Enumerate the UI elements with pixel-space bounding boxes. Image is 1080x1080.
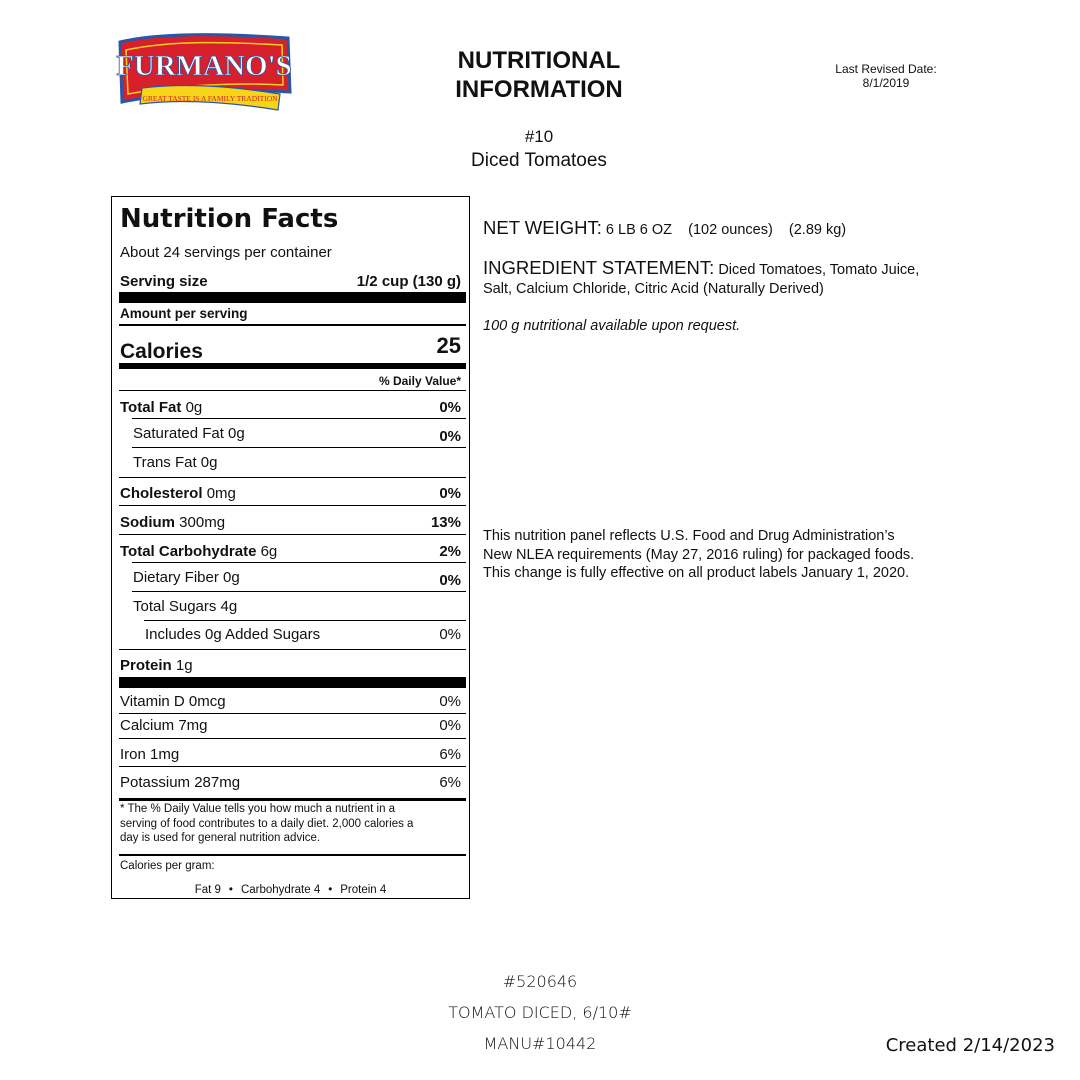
nutrient-amount: 0g bbox=[185, 399, 203, 416]
vitamin-row bbox=[120, 693, 461, 711]
nutrient-label: Trans Fat 0g bbox=[133, 454, 218, 471]
cpg-protein: Protein 4 bbox=[340, 884, 387, 896]
net-weight-value: 6 LB 6 OZ bbox=[605, 222, 673, 238]
thick-rule bbox=[119, 677, 466, 688]
net-weight-ounces: (102 ounces) bbox=[688, 222, 773, 238]
nutrient-row bbox=[120, 598, 461, 616]
title-line-2: INFORMATION bbox=[455, 76, 623, 103]
product-code: #10 bbox=[524, 127, 554, 146]
ingredient-statement bbox=[483, 258, 963, 299]
nutrient-row bbox=[120, 569, 461, 587]
svg-text:FURMANO'S: FURMANO'S bbox=[116, 50, 292, 82]
vitamin-row bbox=[120, 717, 461, 735]
footnote-line: serving of food contributes to a daily diet. 2,000 calories a bbox=[120, 817, 414, 830]
furmanos-logo bbox=[112, 30, 296, 114]
cpg-fat: Fat 9 bbox=[194, 884, 221, 896]
nutrient-dv: 0% bbox=[439, 399, 461, 416]
footnote-line: * The % Daily Value tells you how much a nutrient in a bbox=[120, 803, 396, 815]
nutrient-row bbox=[120, 425, 461, 443]
nutrient-row bbox=[120, 657, 461, 675]
nutrient-amount: 6g bbox=[260, 543, 278, 560]
product-heading bbox=[420, 125, 658, 173]
serving-size-value: 1/2 cup (130 g) bbox=[356, 273, 461, 290]
calories-per-gram-label: Calories per gram: bbox=[120, 860, 215, 872]
nutrient-row bbox=[120, 626, 461, 644]
product-name: Diced Tomatoes bbox=[471, 150, 607, 171]
net-weight-kg: (2.89 kg) bbox=[788, 222, 847, 238]
serving-size-label: Serving size bbox=[120, 273, 208, 290]
nutrient-label: Protein bbox=[120, 657, 172, 674]
rule bbox=[119, 649, 466, 650]
rule bbox=[119, 713, 466, 714]
rule bbox=[119, 505, 466, 506]
rule bbox=[132, 562, 466, 563]
rule bbox=[119, 798, 466, 801]
nutrient-row bbox=[120, 514, 461, 532]
rule bbox=[132, 418, 466, 419]
calories-label: Calories bbox=[120, 340, 203, 363]
panel-title: Nutrition Facts bbox=[120, 204, 339, 234]
thick-rule bbox=[119, 292, 466, 303]
revised-date: 8/1/2019 bbox=[862, 76, 910, 90]
amount-per-serving: Amount per serving bbox=[120, 306, 248, 321]
medium-rule bbox=[119, 363, 466, 369]
nutrient-amount: 300mg bbox=[179, 514, 226, 531]
nutrient-label: Includes 0g Added Sugars bbox=[145, 626, 321, 643]
vitamin-label: Vitamin D 0mcg bbox=[120, 693, 226, 710]
vitamin-label: Potassium 287mg bbox=[120, 774, 241, 791]
calories-row bbox=[120, 333, 461, 364]
ingredient-text: Diced Tomatoes, Tomato Juice, bbox=[718, 262, 920, 278]
svg-text:GREAT TASTE IS A FAMILY TRADIT: GREAT TASTE IS A FAMILY TRADITION bbox=[142, 94, 278, 103]
rule bbox=[132, 447, 466, 448]
nutrient-label: Sodium bbox=[120, 514, 175, 531]
nutrient-row bbox=[120, 399, 461, 417]
vitamin-label: Iron 1mg bbox=[120, 746, 180, 763]
fda-line: This change is fully effective on all product labels January 1, 2020. bbox=[483, 565, 910, 581]
rule bbox=[119, 854, 466, 856]
nutrient-dv: 2% bbox=[439, 543, 461, 560]
item-number: #520646 bbox=[502, 972, 578, 991]
nutrient-dv: 0% bbox=[439, 626, 461, 643]
nutrient-row bbox=[120, 485, 461, 503]
nutrient-label: Saturated Fat 0g bbox=[133, 425, 245, 442]
nutrient-label: Total Carbohydrate bbox=[120, 543, 257, 560]
net-weight-label: NET WEIGHT: bbox=[483, 217, 602, 238]
nutrient-row bbox=[120, 543, 461, 561]
rule bbox=[132, 591, 466, 592]
nutrient-label: Total Fat bbox=[120, 399, 182, 416]
nutrient-label: Total Sugars 4g bbox=[133, 598, 238, 615]
servings-per-container: About 24 servings per container bbox=[120, 244, 332, 261]
nutrient-label: Dietary Fiber 0g bbox=[133, 569, 240, 586]
vitamin-row bbox=[120, 774, 461, 792]
ingredient-label: INGREDIENT STATEMENT: bbox=[483, 257, 715, 278]
fda-line: New NLEA requirements (May 27, 2016 ruling) for packaged foods. bbox=[483, 546, 915, 563]
vitamin-dv: 0% bbox=[439, 693, 461, 710]
cpg-carb: Carbohydrate 4 bbox=[240, 884, 321, 896]
vitamin-dv: 6% bbox=[439, 746, 461, 763]
nutrient-dv: 0% bbox=[439, 485, 461, 502]
rule bbox=[119, 766, 466, 767]
nutrient-row bbox=[120, 454, 461, 472]
rule bbox=[119, 324, 466, 326]
revised-label: Last Revised Date: bbox=[835, 62, 937, 76]
nutrition-facts-panel bbox=[111, 196, 470, 899]
nutrient-dv: 13% bbox=[430, 514, 461, 531]
nutrient-label: Cholesterol bbox=[120, 485, 203, 502]
ingredient-text: Salt, Calcium Chloride, Citric Acid (Naturally Derived) bbox=[483, 281, 824, 297]
rule bbox=[119, 477, 466, 478]
rule bbox=[144, 620, 466, 621]
fda-statement bbox=[483, 527, 963, 583]
nutrient-dv: 0% bbox=[439, 572, 461, 589]
rule bbox=[119, 738, 466, 739]
daily-value-header: % Daily Value* bbox=[378, 374, 461, 388]
daily-value-footnote bbox=[120, 802, 461, 846]
nutrition-note: 100 g nutritional available upon request. bbox=[483, 318, 741, 334]
calories-per-gram-values: Fat 9 • Carbohydrate 4 • Protein 4 bbox=[194, 884, 387, 896]
title-line-1: NUTRITIONAL bbox=[457, 47, 621, 74]
nutrient-amount: 1g bbox=[175, 657, 193, 674]
serving-size-row bbox=[120, 273, 461, 291]
page-title bbox=[420, 46, 658, 104]
revised-date-block bbox=[820, 62, 952, 90]
vitamin-label: Calcium 7mg bbox=[120, 717, 208, 734]
footnote-line: day is used for general nutrition advice. bbox=[120, 832, 321, 844]
calories-value: 25 bbox=[436, 333, 461, 358]
rule bbox=[119, 390, 466, 391]
fda-line: This nutrition panel reflects U.S. Food and Drug Administration’s bbox=[483, 528, 895, 544]
vitamin-dv: 0% bbox=[439, 717, 461, 734]
item-description: TOMATO DICED, 6/10# bbox=[448, 1003, 632, 1022]
created-date: Created 2/14/2023 bbox=[885, 1035, 1055, 1056]
nutrient-amount: 0mg bbox=[206, 485, 236, 502]
vitamin-row bbox=[120, 746, 461, 764]
manufacturer-number: MANU#10442 bbox=[483, 1034, 597, 1053]
vitamin-dv: 6% bbox=[439, 774, 461, 791]
net-weight bbox=[483, 218, 963, 240]
nutrient-dv: 0% bbox=[439, 428, 461, 445]
rule bbox=[119, 534, 466, 535]
